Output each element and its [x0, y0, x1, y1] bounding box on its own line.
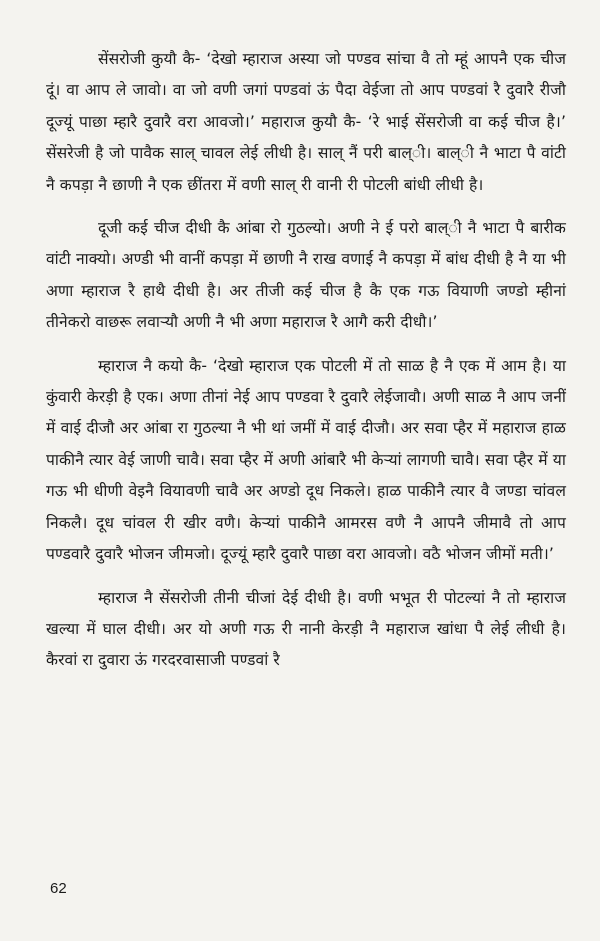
paragraph-4: म्हाराज नै सेंसरोजी तीनी चीजां देई दीधी है। वणी भभूत री पोटल्यां नै तो म्हाराज खल्या में घाल दीधी। अर यो अणी गऊ री नानी केरड़ी नै महाराज खांधा पै लेई लीधी है। कैरवां रा दुवारा ऊं गरदरवासाजी पण्डवां रै	[46, 588, 566, 670]
paragraph-2: दूजी कई चीज दीधी कै आंबा रो गुठल्यो। अणी ने ई परो बाल्ी नै भाटा पै बारीक वांटी नाक्यो। अण्डी भी वानीं कपड़ा में छाणी नै राख वणाई नै कपड़ा में बांध दीधी है नै या भी अणा म्हाराज रै हाथै दीधी है। अर तीजी कई चीज है कै एक गऊ वियाणी जण्डो म्हीनां तीनेकरो वाछरू लवार्‍यौ अणी नै भी अणा महाराज रै आगै करी दीधौ।’	[46, 219, 566, 332]
body-text	[46, 44, 566, 677]
page-number: 62	[50, 880, 67, 897]
paragraph-3: म्हाराज नै कयो कै- ‘देखो म्हाराज एक पोटली में तो साळ है नै एक में आम है। या कुंवारी केरड़ी है एक। अणा तीनां नेई आप पण्डवा रै दुवारै लेईजावौ। अणी साळ नै आप जनीं में वाई दीजौ अर आंबा रा गुठल्या नै भी थां जमीं में वाई दीजौ। अर सवा प्हैर में महाराज हाळ पाकीनै त्यार वेई जाणी चावै। सवा प्हैर में अणी आंबारै भी केर्‍यां लागणी चावै। सवा प्हैर में या गऊ भी धीणी वेइनै वियावणी चावै अर अण्डो दूध निकले। हाळ पाकीनै त्यार वै जण्डा चांवल निकलै। दूध चांवल री खीर वणै। केर्‍यां पाकीनै आमरस वणै नै आपनै जीमावै तो आप पण्डवारै दुवारै भोजन जीमजो। दूज्यूं म्हारै दुवारै पाछा वरा आवजो। वठै भोजन जीमों मती।’	[46, 356, 566, 564]
paragraph-1: सेंसरोजी कुयौ कै- ‘देखो म्हाराज अस्या जो पण्डव सांचा वै तो म्हूं आपनै एक चीज दूं। वा आप ले जावो। वा जो वणी जगां पण्डवां ऊं पैदा वेईजा तो आप पण्डवां रै दुवारै रीजौ दूज्यूं पाछा म्हारै दुवारै वरा आवजो।’ महाराज कुयौ कै- ‘रे भाई सेंसरोजी वा कई चीज है।’ सेंसरेजी है जो पावैक साल् चावल लेई लीधी है। साल् नैं परी बाल्ी। बाल्ी नै भाटा पै वांटी नै कपड़ा नै छाणी नै एक छींतरा में वणी साल् री वानी री पोटली बांधी लीधी है।	[46, 50, 566, 194]
